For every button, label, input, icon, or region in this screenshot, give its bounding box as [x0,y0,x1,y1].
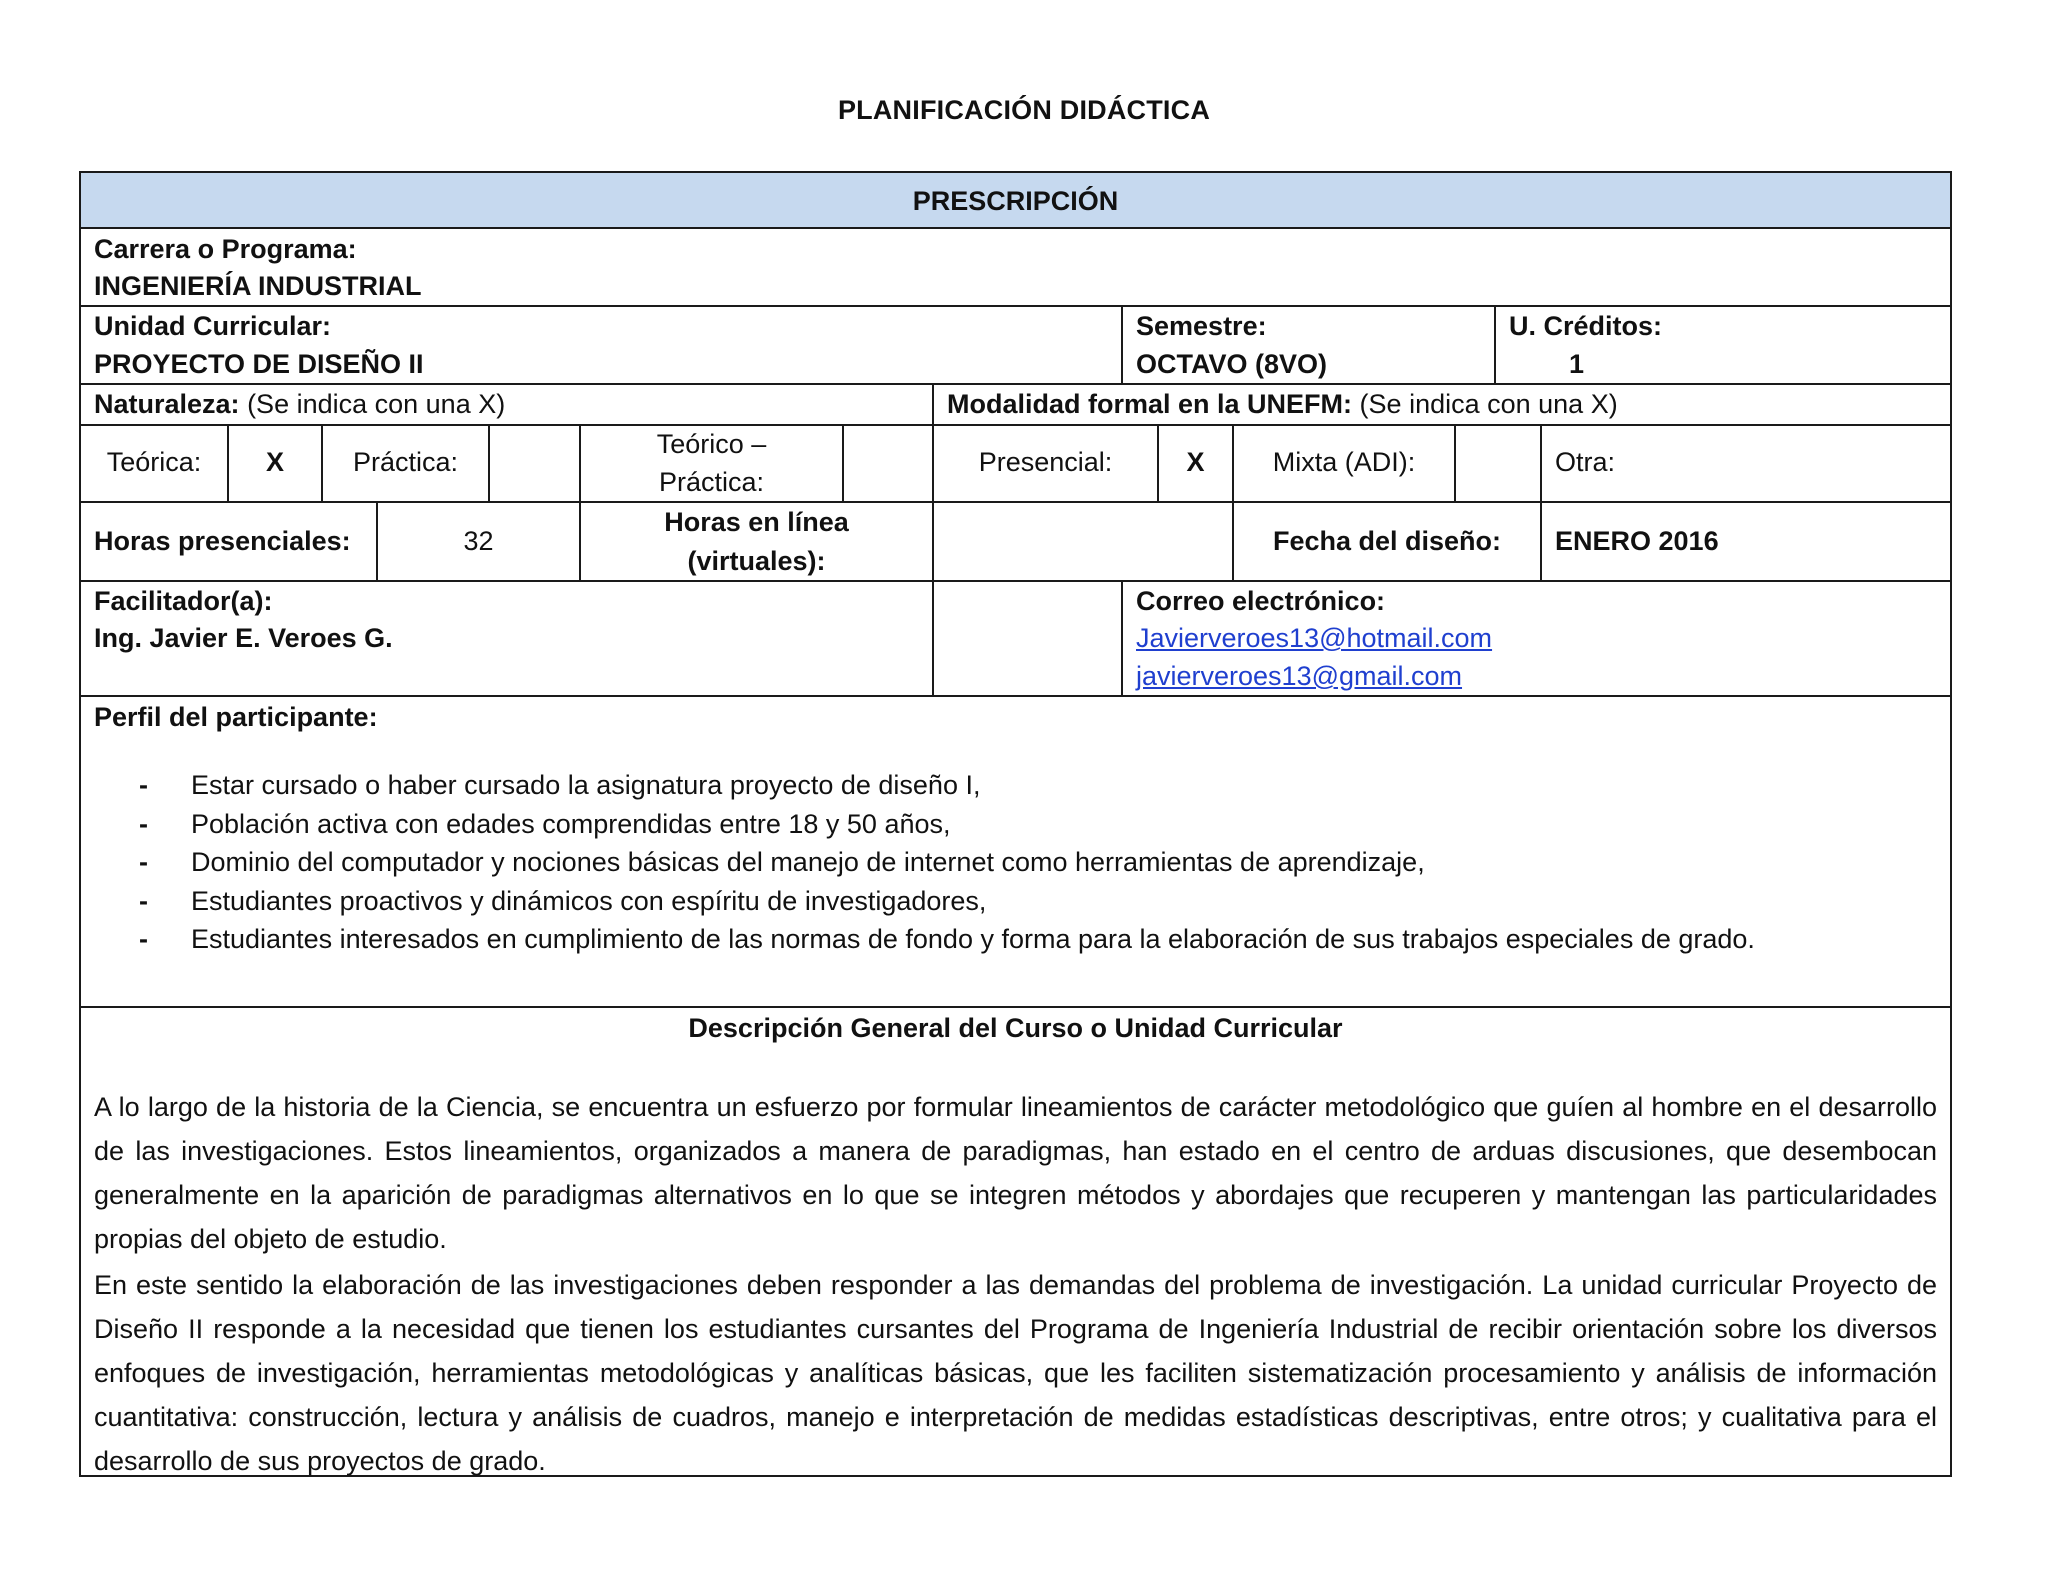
horas-presenciales-label: Horas presenciales: [94,526,351,556]
col-divider [1121,305,1123,383]
carrera-label: Carrera o Programa: [94,234,357,264]
teorica-mark: X [265,447,284,477]
col-divider [1121,580,1123,695]
col-divider [932,383,934,695]
list-item [139,920,1755,959]
unidad-label: Unidad Curricular: [94,311,332,341]
semestre-label: Semestre: [1136,311,1267,341]
presencial-label: Presencial: [978,447,1113,477]
horas-presenciales-value: 32 [463,526,494,556]
naturaleza-row [94,385,505,423]
practica-label: Práctica: [352,447,459,477]
fecha-value: ENERO 2016 [1555,526,1719,556]
col-divider [488,424,490,501]
list-item [139,882,1755,921]
modalidad-label: Modalidad formal en la UNEFM: [947,389,1353,419]
prescription-header: PRESCRIPCIÓN [912,186,1119,216]
col-divider [1494,305,1496,383]
mixta-label: Mixta (ADI): [1272,447,1416,477]
document-title: PLANIFICACIÓN DIDÁCTICA [837,95,1211,125]
row-divider [81,1006,1950,1008]
facilitador-value: Ing. Javier E. Veroes G. [94,623,393,653]
teorico-practica-line1: Teórico – [656,429,767,459]
list-item [139,805,1755,844]
perfil-item-text: Dominio del computador y nociones básicas del manejo de internet como herramientas de aprendizaje, [191,847,1425,877]
perfil-item-text: Estudiantes proactivos y dinámicos con espíritu de investigadores, [191,885,987,916]
row-divider [81,695,1950,697]
modalidad-note: (Se indica con una X) [1359,389,1618,419]
perfil-item-text: Población activa con edades comprendidas entre 18 y 50 años, [191,808,951,839]
naturaleza-note: (Se indica con una X) [247,389,506,419]
carrera-value: INGENIERÍA INDUSTRIAL [94,271,422,301]
list-item [139,766,1755,805]
email-hotmail-link[interactable]: Javierveroes13@hotmail.com [1136,623,1493,653]
teorica-label: Teórica: [106,447,202,477]
perfil-item-text: Estudiantes interesados en cumplimiento de las normas de fondo y forma para la elaboración de sus trabajos especiales de grado. [191,924,1755,954]
row-divider [81,580,1950,582]
descripcion-paragraph-2: En este sentido la elaboración de las investigaciones deben responder a las demandas del problema de investigación. La unidad curricular Proyecto de Diseño II responde a la necesidad que tienen los estudiantes cursantes del Programa de Ingeniería Industrial de recibir orientación sobre los diversos enfoques de investigación, herramientas metodológicas y analíticas básicas, que les faciliten sistematización procesamiento y análisis de información cuantitativa: construcción, lectura y análisis de cuadros, manejo e interpretación de medidas estadísticas descriptivas, entre otros; y cualitativa para el desarrollo de sus proyectos de grado. [94,1270,1937,1476]
creditos-label: U. Créditos: [1509,311,1663,341]
descripcion-paragraph-1: A lo largo de la historia de la Ciencia, se encuentra un esfuerzo por formular lineamientos de carácter metodológico que guíen al hombre en el desarrollo de las investigaciones. Estos lineamientos, organizados a manera de paradigmas, han estado en el centro de arduas discusiones, que desembocan generalmente en la aparición de paradigmas alternativos en lo que se integren métodos y abordajes que recuperen y mantengan las particularidades propias del objeto de estudio. [94,1092,1937,1254]
col-divider [1540,424,1542,580]
dash-bullet: - [139,770,148,800]
creditos-value: 1 [1569,349,1585,379]
row-divider [81,227,1950,229]
row-divider [81,424,1950,426]
teorico-practica-line2: Práctica: [658,467,765,497]
dash-bullet: - [139,847,148,877]
prescription-table [79,171,1952,1477]
modalidad-row [947,385,1618,423]
naturaleza-label: Naturaleza: [94,389,240,419]
facilitador-label: Facilitador(a): [94,586,273,616]
horas-linea-line2: (virtuales): [687,546,826,576]
row-divider [81,501,1950,503]
otra-label: Otra: [1555,447,1616,477]
perfil-item-text: Estar cursado o haber cursado la asignatura proyecto de diseño I, [191,770,981,800]
col-divider [842,424,844,501]
fecha-label: Fecha del diseño: [1272,526,1502,556]
perfil-label: Perfil del participante: [94,702,378,732]
dash-bullet: - [139,808,148,839]
descripcion-title: Descripción General del Curso o Unidad Curricular [688,1013,1343,1043]
presencial-mark: X [1186,447,1205,477]
perfil-list [139,766,1755,959]
dash-bullet: - [139,885,148,916]
correo-label: Correo electrónico: [1136,586,1386,616]
list-item [139,843,1755,882]
dash-bullet: - [139,924,148,954]
horas-linea-line1: Horas en línea [664,507,849,537]
semestre-value: OCTAVO (8VO) [1136,349,1328,379]
email-gmail-link[interactable]: javierveroes13@gmail.com [1136,661,1463,691]
col-divider [1454,424,1456,501]
row-divider [81,305,1950,307]
unidad-value: PROYECTO DE DISEÑO II [94,349,424,379]
